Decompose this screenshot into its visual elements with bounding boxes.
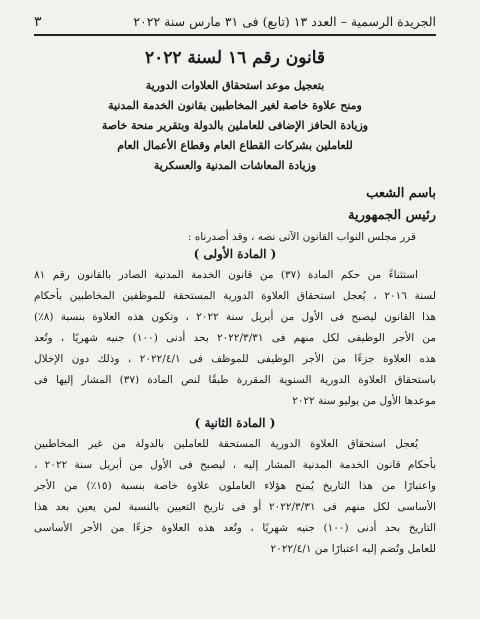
- subtitle-line: وزيادة المعاشات المدنية والعسكرية: [153, 159, 317, 172]
- article-1-title: ( المادة الأولى ): [193, 247, 277, 261]
- president-heading: رئيس الجمهورية: [348, 208, 436, 223]
- page-header: [34, 14, 436, 36]
- article-1-line: لسنة ٢٠١٦ ، يُعجل استحقاق العلاوة الدورية المستحقة للموظفين المخاطبين بأحكام: [34, 290, 436, 302]
- law-title: قانون رقم ١٦ لسنة ٢٠٢٢: [144, 48, 326, 68]
- article-1-line: استثناءً من حكم المادة (٣٧) من قانون الخدمة المدنية الصادر بالقانون رقم ٨١: [34, 269, 418, 281]
- subtitle-line: ومنح علاوة خاصة لغير المخاطبين بقانون الخدمة المدنية: [108, 99, 362, 112]
- article-2-line: التاريخ بحد أدنى (١٠٠) جنيه شهريًا ، وتُعد هذه العلاوة جزءًا من الأجر الأساسى: [34, 522, 436, 534]
- article-1-line: هذه العلاوة جزءًا من الأجر الوظيفى للموظف فى ٢٠٢٢/٤/١ ، وذلك دون الإخلال: [34, 353, 436, 365]
- preamble: قرر مجلس النواب القانون الآتى نصه ، وقد أصدرناه :: [187, 231, 416, 243]
- article-2-title: ( المادة الثانية ): [194, 416, 276, 430]
- subtitle-line: للعاملين بشركات القطاع العام وقطاع الأعمال العام: [117, 139, 353, 152]
- article-1-line: باستحقاق العلاوة الدورية السنوية المقررة طبقًا لنص المادة (٣٧) المشار إليها فى: [34, 374, 436, 386]
- subtitle-line: بتعجيل موعد استحقاق العلاوات الدورية: [145, 79, 325, 92]
- article-2-line: بأحكام قانون الخدمة المدنية المشار إليه ، ليصبح فى الأول من أبريل سنة ٢٠٢٢ ،: [34, 459, 436, 471]
- subtitle-line: وزيادة الحافز الإضافى للعاملين بالدولة وبتقرير منحة خاصة: [101, 119, 369, 132]
- law-subtitle: [34, 76, 436, 176]
- article-2-line: للعامل وتُضم إليه اعتبارًا من ٢٠٢٢/٤/١: [270, 543, 436, 555]
- article-1-body: [34, 265, 436, 412]
- in-name-of-people: باسم الشعب: [366, 186, 436, 201]
- page-number: ٣: [34, 14, 42, 30]
- article-1-line: موعدها الأول من يوليو سنة ٢٠٢٢: [292, 395, 436, 407]
- article-2-line: واعتبارًا من هذا التاريخ يُمنح هؤلاء العاملون علاوة خاصة بنسبة (١٥٪) من الأجر: [34, 480, 436, 492]
- gazette-issue-line: الجريدة الرسمية – العدد ١٣ (تابع) فى ٣١ مارس سنة ٢٠٢٢: [133, 14, 436, 29]
- article-2-line: الأساسى لكل منهم فى ٢٠٢٢/٣/٣١ أو فى تاريخ التعيين بالنسبة لمن يعين بعد هذا: [34, 501, 436, 513]
- article-1-line: من الأجر الوظيفى لكل منهم فى ٢٠٢٢/٣/٣١ بحد أدنى (١٠٠) جنيه شهريًا ، وتُعد: [34, 332, 436, 344]
- article-2-line: يُعجل استحقاق العلاوة الدورية المستحقة للعاملين بالدولة من غير المخاطبين: [34, 438, 418, 450]
- article-1-line: هذا القانون ليصبح فى الأول من أبريل سنة ٢٠٢٢ ، وتكون هذه العلاوة بنسبة (٨٪): [34, 311, 436, 323]
- article-2-body: [34, 434, 436, 560]
